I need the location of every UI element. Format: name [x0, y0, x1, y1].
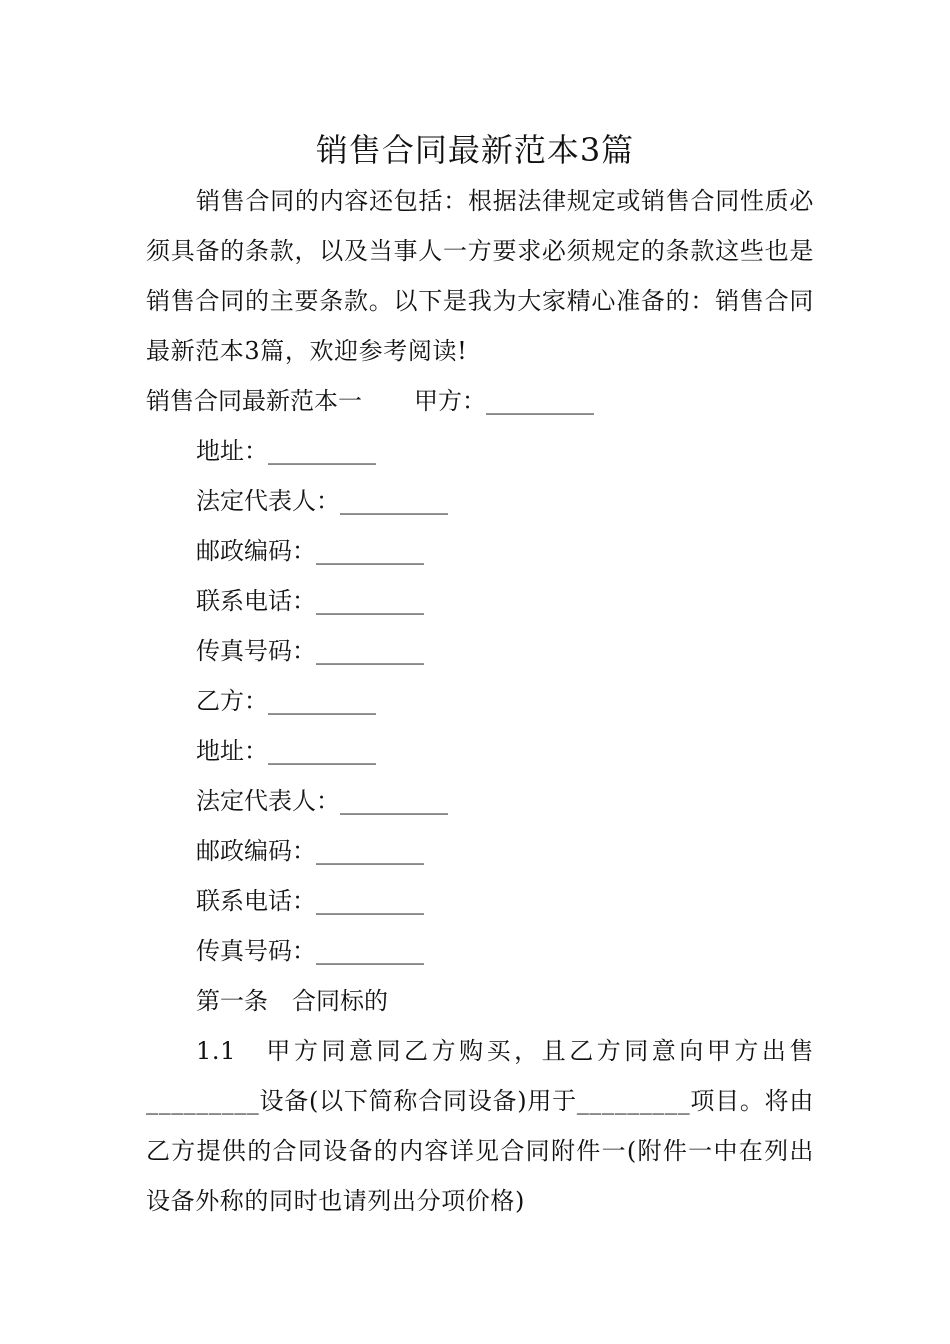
party-b-postal-code: 邮政编码：_________ — [196, 837, 424, 865]
party-b-label: 乙方：_________ — [196, 687, 376, 715]
clause-1-1: 1.1 甲方同意同乙方购买，且乙方同意向甲方出售_________设备(以下简称合同设备)用于_________项目。将由乙方提供的合同设备的内容详见合同附件一(附件一中在列出设备外称的同时也请列出分项价格) — [146, 1037, 814, 1215]
party-b-address: 地址：_________ — [196, 737, 376, 765]
party-b-legal-representative: 法定代表人：_________ — [196, 787, 448, 815]
party-a-label: 甲方：_________ — [414, 387, 594, 415]
party-a-postal-code: 邮政编码：_________ — [196, 537, 424, 565]
section-heading-line — [146, 376, 814, 426]
party-a-phone: 联系电话：_________ — [196, 587, 424, 615]
party-a-fax: 传真号码：_________ — [196, 637, 424, 665]
party-b-phone: 联系电话：_________ — [196, 887, 424, 915]
article-1-heading: 第一条 合同标的 — [196, 987, 388, 1015]
party-a-address: 地址：_________ — [196, 437, 376, 465]
section-heading: 销售合同最新范本一 — [146, 387, 362, 415]
document-body — [146, 176, 814, 1226]
document-title: 销售合同最新范本3篇 — [315, 131, 635, 169]
party-a-legal-representative: 法定代表人：_________ — [196, 487, 448, 515]
party-b-fax: 传真号码：_________ — [196, 937, 424, 965]
intro-paragraph: 销售合同的内容还包括：根据法律规定或销售合同性质必须具备的条款，以及当事人一方要求必须规定的条款这些也是销售合同的主要条款。以下是我为大家精心准备的：销售合同最新范本3篇，欢迎参考阅读! — [146, 187, 814, 365]
